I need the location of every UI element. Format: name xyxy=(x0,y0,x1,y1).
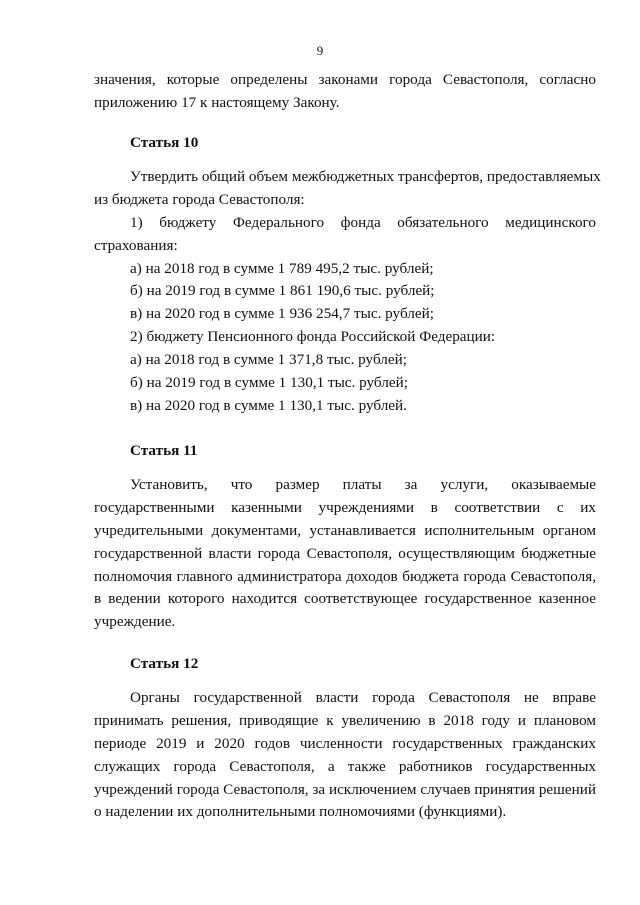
article-11-line: учредительными документами, устанавливается исполнительным органом xyxy=(94,521,596,539)
article-10-line: 2) бюджету Пенсионного фонда Российской Федерации: xyxy=(130,328,496,346)
article-11-line: государственными казенными учреждениями в соответствии с их xyxy=(94,498,596,516)
article-11-line: в ведении которого находится соответствующее государственное казенное xyxy=(94,590,596,608)
article-11-line: полномочия главного администратора доходов бюджета города Севастополя, xyxy=(94,567,596,585)
page-number: 9 xyxy=(316,43,324,58)
article-10-heading: Статья 10 xyxy=(130,134,199,151)
article-12-line: о наделении их дополнительными полномочиями (функциями). xyxy=(94,803,507,821)
article-10-line: а) на 2018 год в сумме 1 789 495,2 тыс. рублей; xyxy=(130,259,434,277)
article-11-line: Установить, что размер платы за услуги, оказываемые xyxy=(130,476,596,493)
intro-line: значения, которые определены законами города Севастополя, согласно xyxy=(94,71,596,88)
article-12-line: принимать решения, приводящие к увеличению в 2018 году и плановом xyxy=(94,711,596,729)
article-10-line: а) на 2018 год в сумме 1 371,8 тыс. рублей; xyxy=(130,351,407,369)
article-10-line: в) на 2020 год в сумме 1 130,1 тыс. рублей. xyxy=(130,396,407,414)
article-10-line: б) на 2019 год в сумме 1 861 190,6 тыс. рублей; xyxy=(130,282,435,300)
article-10-line: Утвердить общий объем межбюджетных трансфертов, предоставляемых xyxy=(130,168,601,185)
article-10-line: из бюджета города Севастополя: xyxy=(94,190,305,208)
article-12-line: периоде 2019 и 2020 годов численности государственных гражданских xyxy=(94,734,596,752)
article-11-body xyxy=(94,474,596,634)
intro-line: приложению 17 к настоящему Закону. xyxy=(94,93,340,111)
article-11-heading: Статья 11 xyxy=(130,442,198,459)
article-10-line: 1) бюджету Федерального фонда обязательного медицинского xyxy=(130,213,596,231)
article-11-line: государственной власти города Севастополя, осуществляющим бюджетные xyxy=(94,544,596,562)
article-10-line: в) на 2020 год в сумме 1 936 254,7 тыс. рублей; xyxy=(130,305,434,323)
article-12-body xyxy=(94,687,596,824)
article-12-heading: Статья 12 xyxy=(130,655,199,672)
article-10-line: страхования: xyxy=(94,236,178,254)
article-12-line: служащих города Севастополя, а также работников государственных xyxy=(94,757,596,775)
article-10-body xyxy=(94,166,601,418)
intro-paragraph xyxy=(94,69,596,115)
article-10-line: б) на 2019 год в сумме 1 130,1 тыс. рублей; xyxy=(130,374,408,392)
article-11-line: учреждение. xyxy=(94,613,176,631)
article-12-line: учреждений города Севастополя, за исключением случаев принятия решений xyxy=(94,780,596,798)
article-12-line: Органы государственной власти города Севастополя не вправе xyxy=(130,689,596,706)
